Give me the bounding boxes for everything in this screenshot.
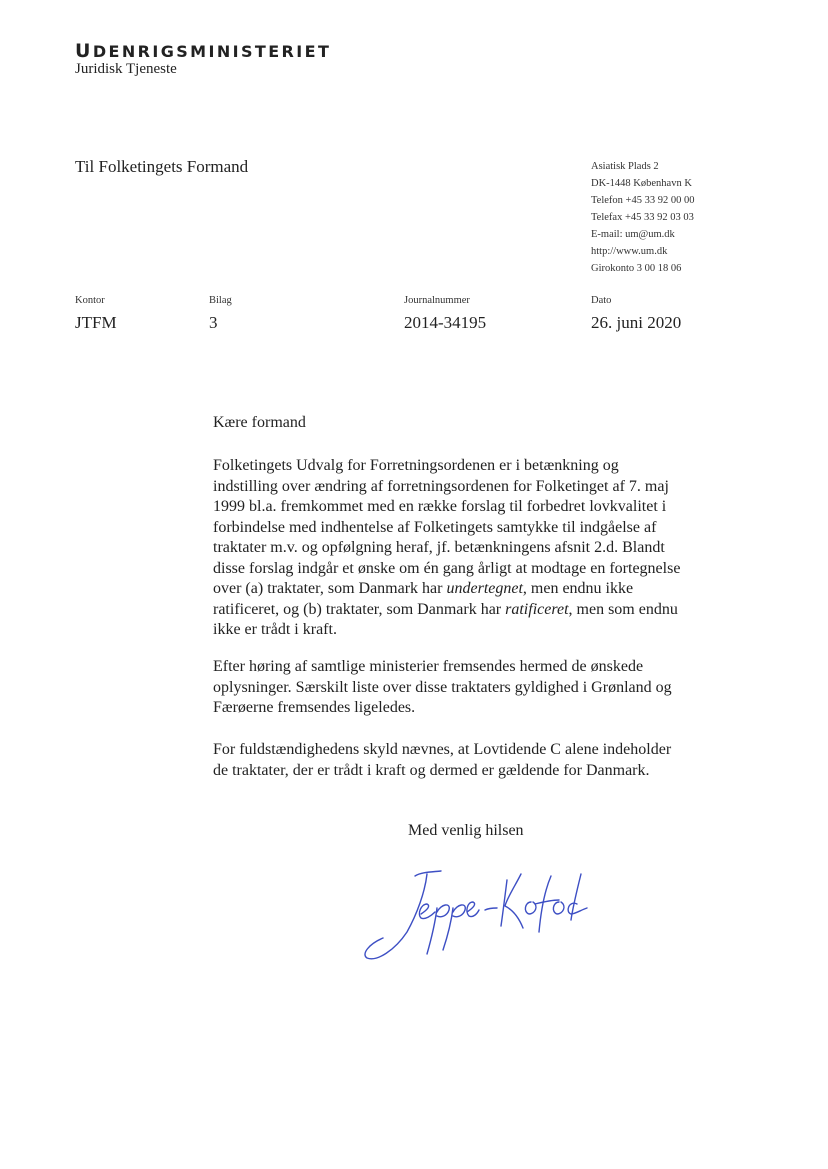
text-run: over (a) traktater, som Danmark har <box>213 580 447 597</box>
paragraph-line: Folketingets Udvalg for Forretningsordenen er i betænkning og <box>213 457 619 474</box>
paragraph-1 <box>213 456 733 641</box>
paragraph-line: forbindelse med indhentelse af Folketingets samtykke til indgåelse af <box>213 518 657 536</box>
paragraph-3 <box>213 740 733 781</box>
address-block <box>591 158 694 277</box>
salutation: Kære formand <box>213 414 306 431</box>
paragraph-line: indstilling over ændring af forretningsordenen for Folketinget af 7. maj <box>213 477 669 495</box>
paragraph-line: For fuldstændighedens skyld nævnes, at Lovtidende C alene indeholder <box>213 741 672 758</box>
text-run: , men som endnu <box>568 600 678 618</box>
department-name: Juridisk Tjeneste <box>75 61 177 77</box>
paragraph-line: Efter høring af samtlige ministerier fremsendes hermed de ønskede <box>213 658 644 675</box>
address-street: Asiatisk Plads 2 <box>591 161 659 172</box>
paragraph-line: Færøerne fremsendes ligeledes. <box>213 699 416 716</box>
address-city: DK-1448 København K <box>591 178 692 189</box>
paragraph-line <box>213 600 733 621</box>
paragraph-line: de traktater, der er trådt i kraft og dermed er gældende for Danmark. <box>213 761 650 779</box>
date-label: Dato <box>591 295 612 306</box>
signature <box>355 862 590 967</box>
date-value: 26. juni 2020 <box>591 313 682 332</box>
paragraph-line: disse forslag indgår et ønske om én gang årligt at modtage en fortegnelse <box>213 559 681 577</box>
ministry-name <box>75 40 331 62</box>
journal-value: 2014-34195 <box>404 313 487 332</box>
paragraph-line: traktater m.v. og opfølgning heraf, jf. betænkningens afsnit 2.d. Blandt <box>213 539 665 556</box>
kontor-value: JTFM <box>75 313 117 332</box>
address-email: E-mail: um@um.dk <box>591 229 675 240</box>
address-fax: Telefax +45 33 92 03 03 <box>591 212 694 223</box>
address-web: http://www.um.dk <box>591 246 668 257</box>
journal-label: Journalnummer <box>404 295 470 306</box>
text-run: ratificeret, og (b) traktater, som Danmark har <box>213 600 506 618</box>
address-giro: Girokonto 3 00 18 06 <box>591 263 682 274</box>
paragraph-line: 1999 bl.a. fremkommet med en række forslag til forbedret lovkvalitet i <box>213 498 667 515</box>
address-phone: Telefon +45 33 92 00 00 <box>591 195 695 206</box>
emphasis-undertegnet: undertegnet <box>446 580 523 597</box>
paragraph-line <box>213 579 733 600</box>
paragraph-2 <box>213 657 733 719</box>
bilag-label: Bilag <box>209 295 232 306</box>
closing: Med venlig hilsen <box>408 822 524 839</box>
ministry-name-initial: U <box>75 40 93 62</box>
text-run: , men endnu ikke <box>522 580 634 597</box>
ministry-name-rest: DENRIGSMINISTERIET <box>92 42 332 61</box>
recipient: Til Folketingets Formand <box>75 157 249 176</box>
kontor-label: Kontor <box>75 295 105 306</box>
paragraph-line: ikke er trådt i kraft. <box>213 621 337 638</box>
bilag-value: 3 <box>209 313 218 332</box>
paragraph-line: oplysninger. Særskilt liste over disse traktaters gyldighed i Grønland og <box>213 678 672 696</box>
emphasis-ratificeret: ratificeret <box>505 600 569 618</box>
